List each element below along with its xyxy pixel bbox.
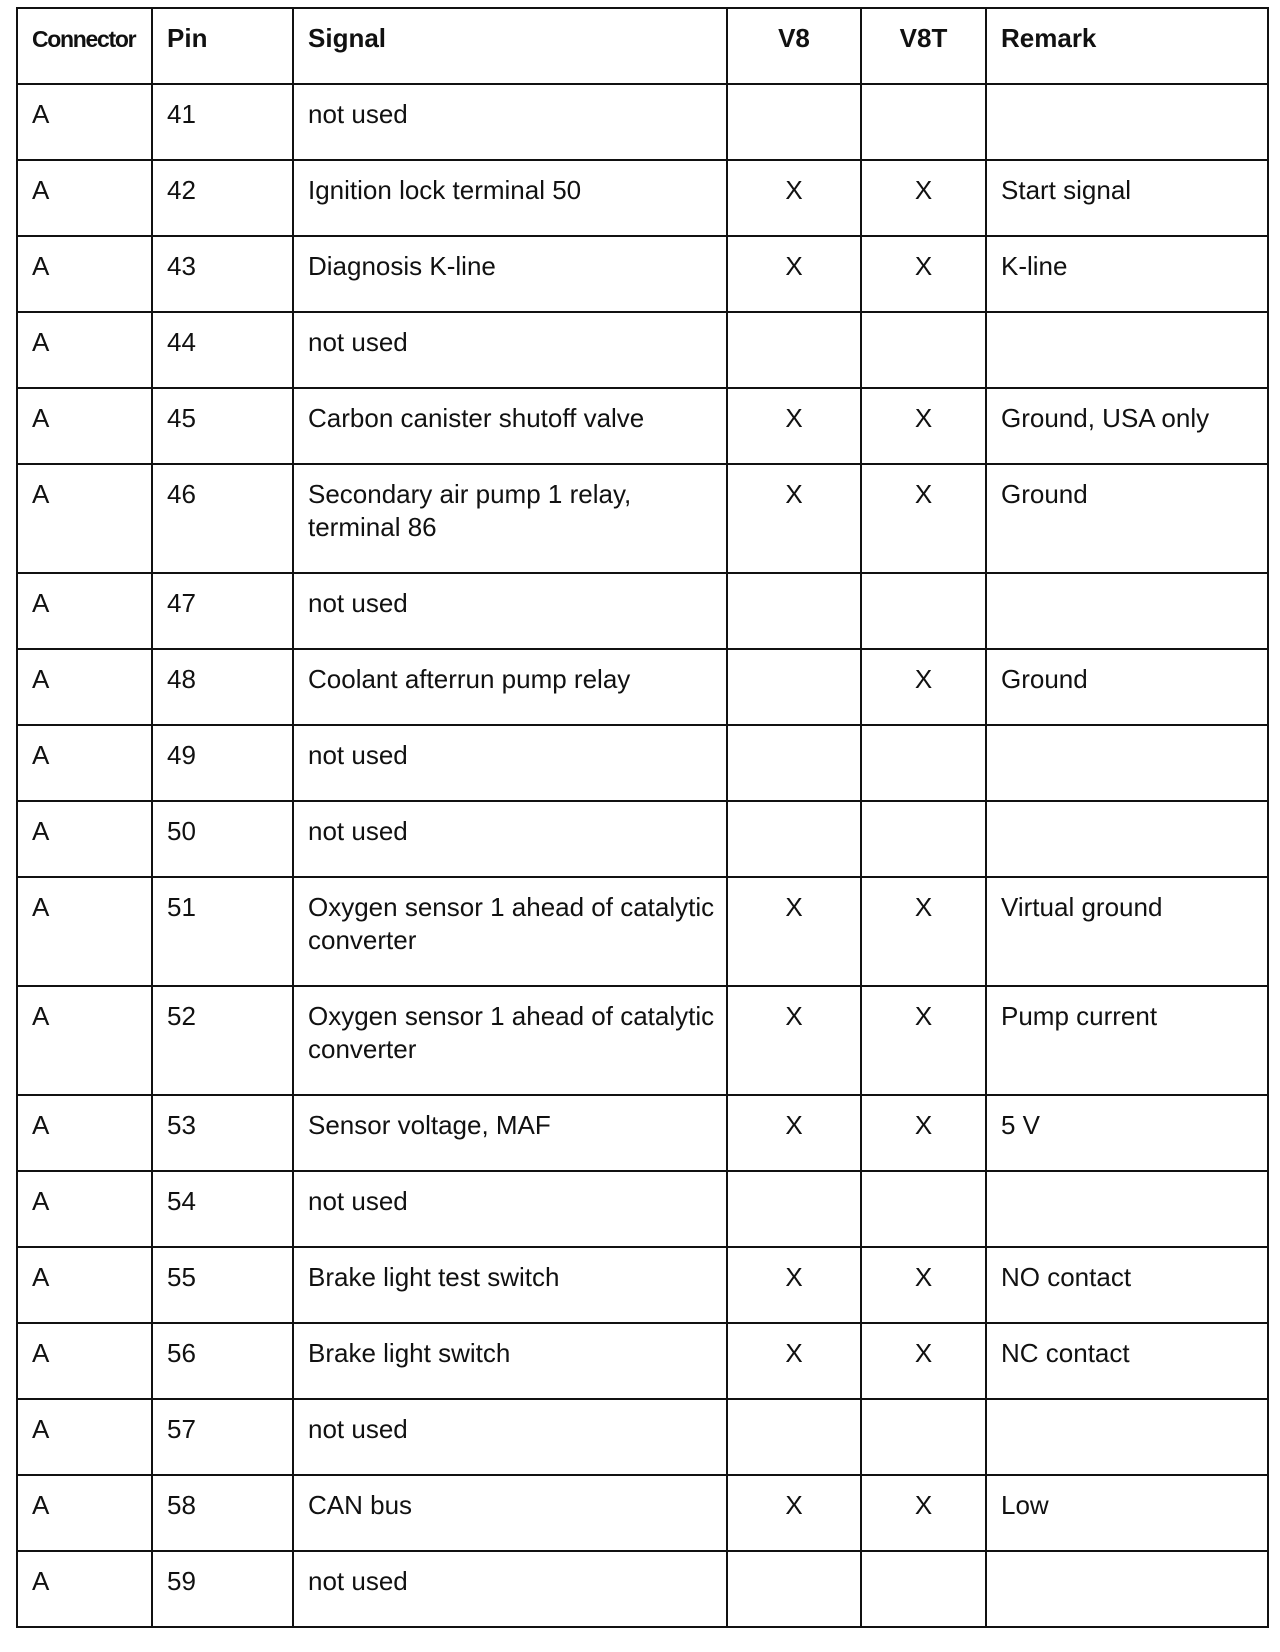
v8-cell	[727, 84, 861, 160]
header-connector: Connector	[17, 8, 152, 84]
v8t-cell	[861, 312, 986, 388]
v8-cell: X	[727, 388, 861, 464]
connector-cell: A	[17, 573, 152, 649]
signal-cell: Carbon canister shutoff valve	[293, 388, 727, 464]
pin-cell: 55	[152, 1247, 293, 1323]
signal-cell: Sensor voltage, MAF	[293, 1095, 727, 1171]
pin-cell: 59	[152, 1551, 293, 1627]
v8-cell: X	[727, 236, 861, 312]
table-row	[17, 877, 1268, 986]
remark-cell: 5 V	[986, 1095, 1268, 1171]
remark-cell: Pump current	[986, 986, 1268, 1095]
table-row	[17, 84, 1268, 160]
header-pin: Pin	[152, 8, 293, 84]
v8-cell	[727, 312, 861, 388]
signal-cell: CAN bus	[293, 1475, 727, 1551]
v8t-cell: X	[861, 877, 986, 986]
remark-cell	[986, 1399, 1268, 1475]
pin-cell: 50	[152, 801, 293, 877]
connector-cell: A	[17, 160, 152, 236]
remark-cell: Ground	[986, 464, 1268, 573]
signal-cell: not used	[293, 573, 727, 649]
connector-cell: A	[17, 388, 152, 464]
pin-cell: 48	[152, 649, 293, 725]
table-row	[17, 464, 1268, 573]
v8t-cell	[861, 801, 986, 877]
signal-cell: Brake light switch	[293, 1323, 727, 1399]
connector-cell: A	[17, 464, 152, 573]
header-signal: Signal	[293, 8, 727, 84]
signal-cell: not used	[293, 1399, 727, 1475]
v8-cell	[727, 801, 861, 877]
remark-cell: K-line	[986, 236, 1268, 312]
v8-cell: X	[727, 1475, 861, 1551]
remark-cell: Low	[986, 1475, 1268, 1551]
pin-cell: 54	[152, 1171, 293, 1247]
v8t-cell: X	[861, 388, 986, 464]
remark-cell	[986, 84, 1268, 160]
v8t-cell	[861, 725, 986, 801]
table-row	[17, 1247, 1268, 1323]
connector-cell: A	[17, 1323, 152, 1399]
signal-cell: not used	[293, 801, 727, 877]
table-row	[17, 1399, 1268, 1475]
table-row	[17, 725, 1268, 801]
signal-cell: not used	[293, 725, 727, 801]
v8t-cell: X	[861, 236, 986, 312]
table-row	[17, 986, 1268, 1095]
signal-cell: Ignition lock terminal 50	[293, 160, 727, 236]
pin-cell: 56	[152, 1323, 293, 1399]
table-row	[17, 236, 1268, 312]
v8t-cell: X	[861, 1323, 986, 1399]
table-row	[17, 649, 1268, 725]
remark-cell: Ground, USA only	[986, 388, 1268, 464]
signal-cell: not used	[293, 1551, 727, 1627]
table-row	[17, 801, 1268, 877]
v8t-cell	[861, 1551, 986, 1627]
pin-cell: 42	[152, 160, 293, 236]
v8t-cell	[861, 1171, 986, 1247]
signal-cell: Diagnosis K-line	[293, 236, 727, 312]
connector-cell: A	[17, 312, 152, 388]
v8t-cell: X	[861, 1095, 986, 1171]
connector-cell: A	[17, 1551, 152, 1627]
connector-cell: A	[17, 1475, 152, 1551]
v8-cell: X	[727, 464, 861, 573]
remark-cell	[986, 312, 1268, 388]
pin-cell: 49	[152, 725, 293, 801]
v8-cell	[727, 573, 861, 649]
signal-cell: Oxygen sensor 1 ahead of catalytic converter	[293, 877, 727, 986]
table-row	[17, 160, 1268, 236]
remark-cell: Start signal	[986, 160, 1268, 236]
v8-cell	[727, 649, 861, 725]
v8-cell: X	[727, 1247, 861, 1323]
v8-cell	[727, 725, 861, 801]
v8t-cell: X	[861, 1475, 986, 1551]
pin-cell: 41	[152, 84, 293, 160]
connector-cell: A	[17, 649, 152, 725]
pin-assignment-table	[16, 7, 1269, 1628]
v8t-cell	[861, 573, 986, 649]
table-row	[17, 388, 1268, 464]
remark-cell: NO contact	[986, 1247, 1268, 1323]
header-remark: Remark	[986, 8, 1268, 84]
table-row	[17, 1095, 1268, 1171]
pin-cell: 46	[152, 464, 293, 573]
table-body	[17, 84, 1268, 1627]
connector-cell: A	[17, 801, 152, 877]
table-row	[17, 573, 1268, 649]
v8-cell: X	[727, 877, 861, 986]
connector-cell: A	[17, 236, 152, 312]
connector-cell: A	[17, 1095, 152, 1171]
remark-cell	[986, 573, 1268, 649]
v8t-cell: X	[861, 160, 986, 236]
table-row	[17, 312, 1268, 388]
v8-cell	[727, 1171, 861, 1247]
table-row	[17, 1323, 1268, 1399]
connector-cell: A	[17, 725, 152, 801]
connector-cell: A	[17, 1247, 152, 1323]
v8-cell: X	[727, 160, 861, 236]
pin-cell: 57	[152, 1399, 293, 1475]
v8t-cell: X	[861, 986, 986, 1095]
v8-cell	[727, 1551, 861, 1627]
pin-cell: 52	[152, 986, 293, 1095]
connector-cell: A	[17, 1399, 152, 1475]
connector-cell: A	[17, 877, 152, 986]
pin-cell: 58	[152, 1475, 293, 1551]
table-header	[17, 8, 1268, 84]
table-row	[17, 1475, 1268, 1551]
signal-cell: not used	[293, 84, 727, 160]
signal-cell: not used	[293, 1171, 727, 1247]
remark-cell	[986, 1551, 1268, 1627]
v8t-cell: X	[861, 1247, 986, 1323]
connector-cell: A	[17, 1171, 152, 1247]
connector-cell: A	[17, 986, 152, 1095]
remark-cell	[986, 801, 1268, 877]
v8t-cell: X	[861, 649, 986, 725]
pin-cell: 47	[152, 573, 293, 649]
remark-cell: Virtual ground	[986, 877, 1268, 986]
header-v8: V8	[727, 8, 861, 84]
remark-cell	[986, 725, 1268, 801]
remark-cell	[986, 1171, 1268, 1247]
pin-cell: 53	[152, 1095, 293, 1171]
signal-cell: Oxygen sensor 1 ahead of catalytic converter	[293, 986, 727, 1095]
header-v8t: V8T	[861, 8, 986, 84]
header-row	[17, 8, 1268, 84]
connector-cell: A	[17, 84, 152, 160]
v8-cell	[727, 1399, 861, 1475]
pin-cell: 45	[152, 388, 293, 464]
remark-cell: Ground	[986, 649, 1268, 725]
v8t-cell	[861, 1399, 986, 1475]
v8-cell: X	[727, 986, 861, 1095]
remark-cell: NC contact	[986, 1323, 1268, 1399]
signal-cell: Coolant afterrun pump relay	[293, 649, 727, 725]
v8-cell: X	[727, 1323, 861, 1399]
v8-cell: X	[727, 1095, 861, 1171]
table-row	[17, 1551, 1268, 1627]
v8t-cell: X	[861, 464, 986, 573]
signal-cell: Brake light test switch	[293, 1247, 727, 1323]
signal-cell: not used	[293, 312, 727, 388]
pin-cell: 44	[152, 312, 293, 388]
signal-cell: Secondary air pump 1 relay, terminal 86	[293, 464, 727, 573]
table-row	[17, 1171, 1268, 1247]
v8t-cell	[861, 84, 986, 160]
pin-cell: 51	[152, 877, 293, 986]
pin-cell: 43	[152, 236, 293, 312]
